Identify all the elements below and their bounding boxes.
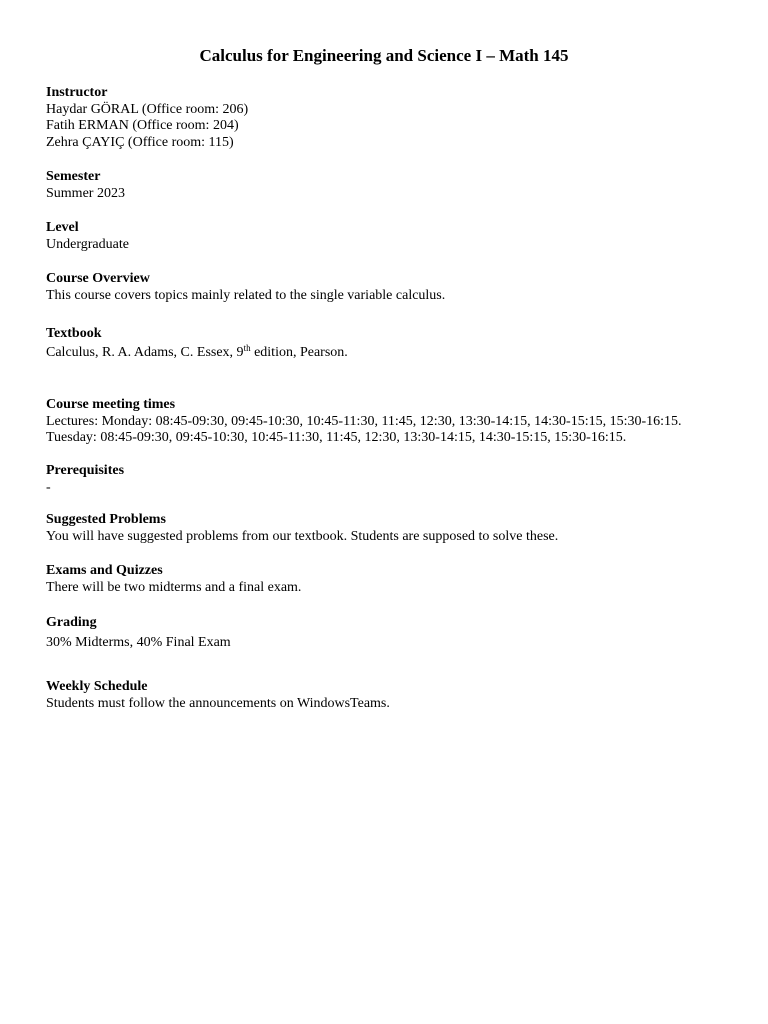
instructor-section xyxy=(46,85,746,151)
grading-heading: Grading xyxy=(46,615,97,630)
textbook-section xyxy=(46,326,746,361)
edition-superscript: th xyxy=(243,342,251,353)
schedule-section xyxy=(46,679,746,712)
textbook-citation xyxy=(46,342,746,362)
instructor-heading: Instructor xyxy=(46,85,108,100)
level-value: Undergraduate xyxy=(46,236,129,252)
textbook-heading: Textbook xyxy=(46,326,102,341)
semester-section xyxy=(46,169,746,202)
semester-value: Summer 2023 xyxy=(46,185,125,201)
overview-heading: Course Overview xyxy=(46,271,150,286)
prerequisites-value: - xyxy=(46,479,51,495)
exams-heading: Exams and Quizzes xyxy=(46,563,163,578)
level-section xyxy=(46,220,746,253)
grading-text: 30% Midterms, 40% Final Exam xyxy=(46,634,231,650)
exams-text: There will be two midterms and a final exam. xyxy=(46,579,302,595)
suggested-section xyxy=(46,512,746,545)
schedule-heading: Weekly Schedule xyxy=(46,679,148,694)
document-title: Calculus for Engineering and Science I – Math 145 xyxy=(199,46,569,65)
meeting-section xyxy=(46,397,746,447)
instructor-line: Haydar GÖRAL (Office room: 206) xyxy=(46,101,249,117)
prerequisites-section xyxy=(46,463,746,496)
exams-section xyxy=(46,563,746,596)
schedule-text: Students must follow the announcements on WindowsTeams. xyxy=(46,695,390,711)
instructor-line: Fatih ERMAN (Office room: 204) xyxy=(46,118,239,133)
meeting-heading: Course meeting times xyxy=(46,397,176,412)
overview-text: This course covers topics mainly related to the single variable calculus. xyxy=(46,287,446,303)
overview-section xyxy=(46,271,746,304)
semester-heading: Semester xyxy=(46,169,101,184)
level-heading: Level xyxy=(46,220,79,235)
grading-section xyxy=(46,615,746,651)
textbook-text-before: Calculus, R. A. Adams, C. Essex, 9 xyxy=(46,344,244,360)
meeting-line: Lectures: Monday: 08:45-09:30, 09:45-10:30, 10:45-11:30, 11:45, 12:30, 13:30-14:15, 14:30-15:15, 15:30-16:15. xyxy=(46,413,682,429)
instructor-line: Zehra ÇAYIÇ (Office room: 115) xyxy=(46,134,234,150)
suggested-heading: Suggested Problems xyxy=(46,512,166,527)
meeting-line: Tuesday: 08:45-09:30, 09:45-10:30, 10:45-11:30, 11:45, 12:30, 13:30-14:15, 14:30-15:15, 15:30-16:15. xyxy=(46,430,627,445)
textbook-text-after: edition, Pearson. xyxy=(250,344,348,360)
prerequisites-heading: Prerequisites xyxy=(46,463,125,478)
suggested-text: You will have suggested problems from our textbook. Students are supposed to solve these. xyxy=(46,528,559,544)
